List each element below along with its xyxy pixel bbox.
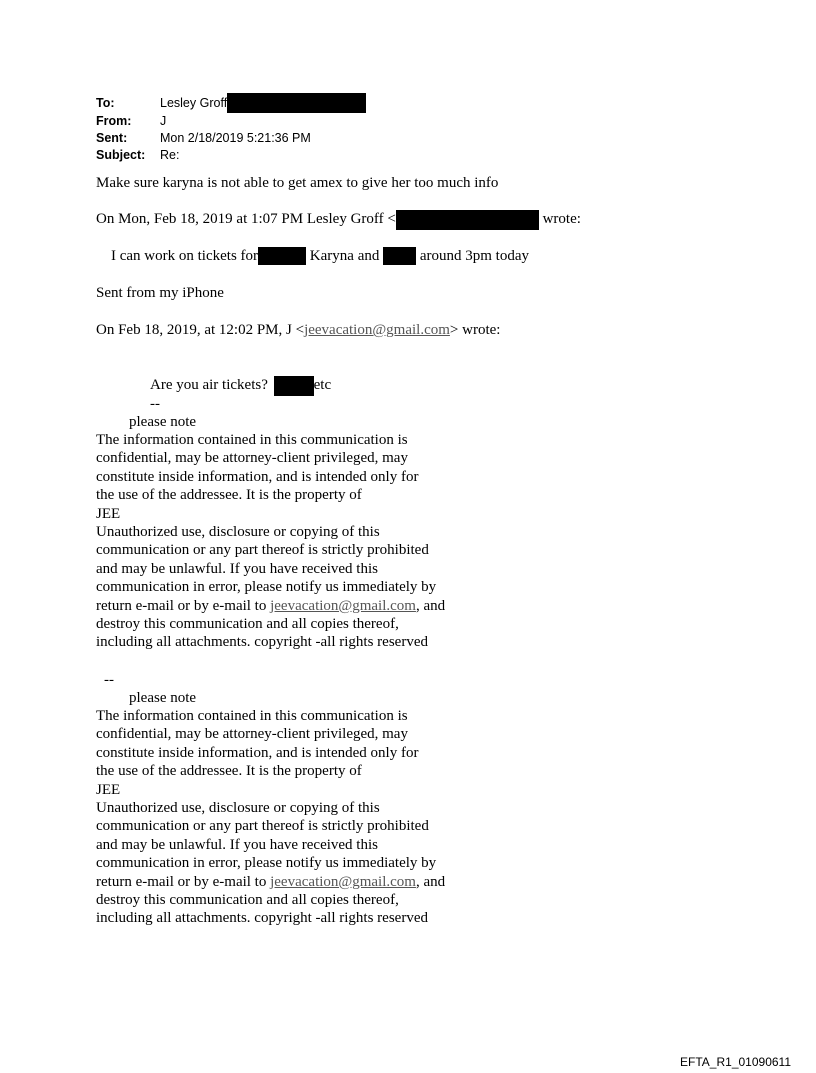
email-link[interactable]: jeevacation@gmail.com bbox=[270, 873, 416, 890]
disclaimer-line: The information contained in this communication is bbox=[96, 708, 408, 724]
disclaimer-line: constitute inside information, and is intended only for bbox=[96, 744, 419, 761]
disclaimer-line: destroy this communication and all copies thereof, bbox=[96, 616, 399, 633]
quote-attribution-1 bbox=[96, 210, 581, 230]
return-suffix: , and bbox=[415, 873, 446, 890]
reply-part1: I can work on tickets for bbox=[111, 248, 259, 264]
disclaimer-line: communication or any part thereof is strictly prohibited bbox=[96, 818, 429, 835]
disclaimer-line: JEE bbox=[96, 505, 121, 522]
redaction-box bbox=[258, 247, 306, 265]
to-value: Lesley Groff bbox=[160, 96, 228, 110]
reply-line bbox=[111, 247, 529, 265]
from-label: From: bbox=[96, 114, 132, 128]
subject-value: Re: bbox=[160, 148, 180, 162]
disclaimer-line: confidential, may be attorney-client privileged, may bbox=[96, 450, 408, 467]
disclaimer-line: destroy this communication and all copies thereof, bbox=[96, 892, 399, 909]
message-line: Make sure karyna is not able to get amex to give her too much info bbox=[96, 175, 499, 191]
quote1-prefix: On Mon, Feb 18, 2019 at 1:07 PM Lesley Groff < bbox=[96, 211, 396, 227]
quote2-prefix: On Feb 18, 2019, at 12:02 PM, J < bbox=[96, 322, 305, 338]
email-header bbox=[96, 95, 366, 164]
please-note: please note bbox=[129, 690, 197, 706]
email-link[interactable]: jeevacation@gmail.com bbox=[270, 597, 416, 614]
disclaimer-line: and may be unlawful. If you have received this bbox=[96, 560, 378, 577]
question-part2: etc bbox=[313, 377, 332, 393]
disclaimer-line: including all attachments. copyright -all rights reserved bbox=[96, 910, 428, 927]
disclaimer-line: Unauthorized use, disclosure or copying of this bbox=[96, 524, 380, 541]
from-value: J bbox=[160, 114, 167, 128]
disclaimer-line: the use of the addressee. It is the property of bbox=[96, 763, 362, 780]
return-suffix: , and bbox=[415, 597, 446, 614]
disclaimer-line: including all attachments. copyright -all rights reserved bbox=[96, 634, 428, 651]
disclaimer-line: confidential, may be attorney-client privileged, may bbox=[96, 726, 408, 743]
quote2-suffix: > wrote: bbox=[449, 322, 501, 338]
sent-value: Mon 2/18/2019 5:21:36 PM bbox=[160, 131, 311, 145]
redaction-box bbox=[274, 376, 314, 396]
please-note: please note bbox=[129, 414, 197, 430]
from-row bbox=[96, 113, 366, 130]
question-line bbox=[150, 376, 331, 396]
disclaimer-line: and may be unlawful. If you have received this bbox=[96, 836, 378, 853]
quote1-suffix: wrote: bbox=[538, 211, 581, 227]
disclaimer-line: constitute inside information, and is intended only for bbox=[96, 468, 419, 485]
sent-label: Sent: bbox=[96, 131, 128, 145]
redaction-box bbox=[383, 247, 416, 265]
disclaimer-line: The information contained in this communication is bbox=[96, 432, 408, 448]
to-label: To: bbox=[96, 96, 115, 110]
return-prefix: return e-mail or by e-mail to bbox=[96, 873, 271, 890]
sent-row bbox=[96, 130, 366, 147]
to-row bbox=[96, 95, 366, 113]
sent-from-line: Sent from my iPhone bbox=[96, 285, 224, 301]
disclaimer-line: Unauthorized use, disclosure or copying of this bbox=[96, 800, 380, 817]
disclaimer-block bbox=[96, 707, 445, 928]
reply-part3: around 3pm today bbox=[416, 248, 530, 264]
subject-row bbox=[96, 147, 366, 164]
subject-label: Subject: bbox=[96, 148, 146, 162]
disclaimer-line bbox=[96, 597, 445, 615]
disclaimer-block bbox=[96, 431, 445, 652]
disclaimer-line: communication in error, please notify us immediately by bbox=[96, 579, 437, 596]
redaction-box bbox=[396, 210, 539, 230]
quote-attribution-2 bbox=[96, 321, 500, 339]
disclaimer-line: the use of the addressee. It is the property of bbox=[96, 487, 362, 504]
document-id: EFTA_R1_01090611 bbox=[680, 1055, 791, 1069]
email-link[interactable]: jeevacation@gmail.com bbox=[304, 322, 450, 338]
disclaimer-line: JEE bbox=[96, 781, 121, 798]
signature-dashes: -- bbox=[104, 672, 114, 688]
return-prefix: return e-mail or by e-mail to bbox=[96, 597, 271, 614]
disclaimer-line: communication or any part thereof is strictly prohibited bbox=[96, 542, 429, 559]
disclaimer-line: communication in error, please notify us immediately by bbox=[96, 855, 437, 872]
redaction-box bbox=[227, 93, 366, 113]
question-part1: Are you air tickets? bbox=[150, 377, 268, 393]
reply-part2: Karyna and bbox=[306, 248, 384, 264]
signature-dashes: -- bbox=[150, 396, 160, 412]
disclaimer-line bbox=[96, 873, 445, 891]
